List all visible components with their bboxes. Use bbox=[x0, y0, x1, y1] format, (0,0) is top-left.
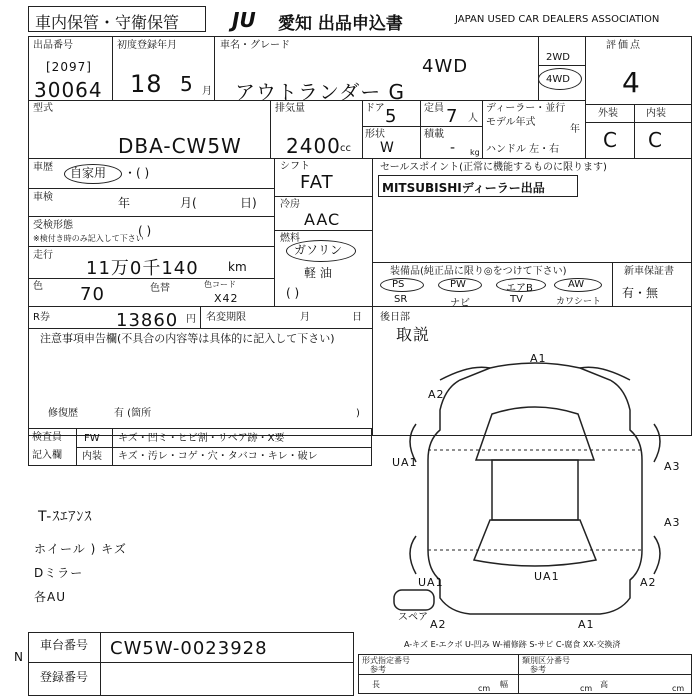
inspector-label-2: 記入欄 bbox=[32, 450, 62, 461]
damage-legend: A-キズ E-エクボ U-凹み W-補修跡 S-サビ C-腐食 XX-交換済 bbox=[404, 640, 621, 649]
registration-year: 18 bbox=[130, 70, 163, 98]
later-label: 後日部 bbox=[380, 312, 410, 323]
displacement-label: 排気量 bbox=[275, 103, 305, 114]
type-value: DBA-CW5W bbox=[118, 134, 242, 158]
drive-option-4wd: 4WD bbox=[546, 74, 570, 85]
damage-mark-8: A2 bbox=[640, 576, 657, 589]
inspection-day-unit: 日) bbox=[240, 196, 257, 210]
history-other: ・( ) bbox=[124, 166, 150, 180]
history-label: 車歴 bbox=[33, 162, 53, 173]
form-cert-label: 形式指定番号 bbox=[362, 656, 410, 665]
drive-option-2wd: 2WD bbox=[546, 52, 570, 63]
equipment-label: 装備品(純正品に限り◎をつけて下さい) bbox=[390, 266, 567, 277]
handwritten-note-4: 各AU bbox=[34, 590, 66, 604]
damage-mark-1: A1 bbox=[530, 352, 547, 365]
handle-label: ハンドル 左・右 bbox=[486, 144, 560, 155]
damage-mark-10: A1 bbox=[578, 618, 595, 631]
capacity-unit: 人 bbox=[468, 113, 478, 124]
acceptance-note: ※検付き時のみ記入して下さい bbox=[33, 234, 144, 243]
history-value: 自家用 bbox=[70, 166, 107, 180]
damage-mark-3: UA1 bbox=[392, 456, 418, 469]
spare-label: スペア bbox=[398, 612, 428, 623]
damage-mark-9: A2 bbox=[430, 618, 447, 631]
capacity-value: 7 bbox=[446, 106, 459, 127]
load-unit: kg bbox=[470, 148, 480, 157]
color-code-value: X42 bbox=[214, 292, 239, 305]
color-change-label: 色替 bbox=[150, 283, 170, 294]
handwritten-note-2: ホイール ) キズ bbox=[34, 542, 127, 556]
registration-month-unit: 月 bbox=[202, 86, 212, 97]
mileage-label: 走行 bbox=[33, 250, 53, 261]
model-name-label: 車名・グレード bbox=[220, 40, 290, 51]
load-value: - bbox=[450, 140, 457, 156]
fuel-label: 燃料 bbox=[280, 233, 300, 244]
equip-pw: PW bbox=[450, 279, 466, 290]
name-change-day: 日 bbox=[352, 312, 362, 323]
shift-label: シフト bbox=[280, 161, 310, 172]
association-name: JAPAN USED CAR DEALERS ASSOCIATION bbox=[455, 14, 660, 25]
form-cert-ref: 参考 bbox=[370, 665, 386, 674]
sales-point-label: セールスポイント(正常に機能するものに限ります) bbox=[380, 162, 607, 173]
equip-ps: PS bbox=[392, 279, 405, 290]
color-code-label: 色コード bbox=[204, 280, 236, 289]
model-drive: 4WD bbox=[422, 56, 469, 77]
equipment-grid bbox=[378, 278, 610, 309]
handwritten-note-1: T-ｽｴｱﾝｽ bbox=[38, 509, 93, 525]
storage-label: 車内保管・守衛保管 bbox=[35, 13, 180, 32]
equip-airbag: エアB bbox=[506, 283, 533, 294]
inspector-row1: キズ・凹ミ・ヒビ割・リペア跡・X要 bbox=[118, 433, 285, 444]
displacement-unit: cc bbox=[340, 143, 351, 154]
grade-label: 評価点 bbox=[606, 40, 642, 51]
class-num-label: 類別区分番号 bbox=[522, 656, 570, 665]
recycle-value: 13860 bbox=[116, 310, 179, 331]
equip-sr: SR bbox=[394, 294, 408, 305]
color-value: 70 bbox=[80, 284, 105, 305]
sales-point-value: MITSUBISHIディーラー出品 bbox=[382, 181, 545, 195]
registration-month: 5 bbox=[180, 72, 194, 96]
color-label: 色 bbox=[33, 281, 43, 292]
class-num-ref: 参考 bbox=[530, 665, 546, 674]
dealer-label: ディーラー・並行 bbox=[486, 103, 566, 114]
later-value: 取説 bbox=[396, 325, 431, 344]
shift-value: FAT bbox=[300, 172, 334, 193]
storage-label-box bbox=[28, 6, 206, 32]
repair-label: 修復歴 bbox=[48, 408, 78, 419]
interior-grade: C bbox=[648, 128, 663, 152]
fuel-gasoline: ガソリン bbox=[294, 243, 343, 257]
grade-value: 4 bbox=[622, 66, 641, 99]
exterior-grade: C bbox=[603, 128, 618, 152]
warranty-value: 有・無 bbox=[622, 286, 659, 300]
inspector-row2: キズ・汚レ・コゲ・穴・タバコ・キレ・破レ bbox=[118, 451, 318, 462]
warranty-label: 新車保証書 bbox=[624, 266, 674, 277]
doors-value: 5 bbox=[385, 106, 398, 127]
aircon-value: AAC bbox=[304, 210, 341, 229]
fuel-diesel: 軽 油 bbox=[304, 266, 332, 280]
vehicle-damage-diagram bbox=[380, 350, 690, 640]
damage-mark-6: UA1 bbox=[534, 570, 560, 583]
inspector-row2-head: 内装 bbox=[82, 451, 102, 462]
ju-logo-text: JU bbox=[232, 8, 256, 32]
damage-mark-5: A3 bbox=[664, 516, 681, 529]
inspector-label-1: 検査員 bbox=[32, 432, 62, 443]
model-year-label: モデル年式 bbox=[486, 117, 536, 128]
size-width: 幅 bbox=[500, 680, 508, 689]
size-height: 高 bbox=[600, 680, 608, 689]
size-length-unit: cm bbox=[478, 684, 491, 693]
handwritten-note-3: Dミラー bbox=[34, 566, 84, 580]
shape-value: W bbox=[380, 140, 395, 156]
chassis-number: CW5W-0023928 bbox=[110, 638, 268, 659]
inspector-row1-head: FW bbox=[84, 433, 100, 444]
size-length: 長 bbox=[372, 680, 380, 689]
mileage-unit: km bbox=[228, 260, 247, 274]
ju-logo bbox=[232, 8, 278, 30]
reg-number-label: 登録番号 bbox=[40, 670, 89, 684]
equip-seat: カワシート bbox=[556, 297, 602, 307]
repair-value: 有 (箇所 bbox=[114, 408, 152, 419]
recycle-unit: 円 bbox=[186, 314, 196, 325]
lot-number: 30064 bbox=[34, 78, 103, 102]
type-label: 型式 bbox=[33, 103, 53, 114]
interior-label: 内装 bbox=[646, 108, 666, 119]
equip-navi: ナビ bbox=[450, 298, 470, 309]
side-letter: N bbox=[14, 650, 23, 664]
capacity-label: 定員 bbox=[424, 103, 444, 114]
sales-point-box bbox=[378, 175, 578, 197]
mileage-value: 11万0千140 bbox=[86, 258, 199, 279]
lot-number-label: 出品番号 bbox=[33, 40, 73, 51]
name-change-month: 月 bbox=[300, 312, 310, 323]
model-name: アウトランダー G bbox=[235, 80, 406, 104]
first-registration-label: 初度登録年月 bbox=[117, 40, 177, 51]
damage-mark-4: A3 bbox=[664, 460, 681, 473]
repair-close: ) bbox=[356, 408, 360, 419]
size-width-unit: cm bbox=[580, 684, 593, 693]
inspection-month-unit: 月( bbox=[180, 196, 197, 210]
damage-mark-7: UA1 bbox=[418, 576, 444, 589]
acceptance-label: 受検形態 bbox=[33, 220, 73, 231]
aircon-label: 冷房 bbox=[280, 199, 300, 210]
recycle-label: R券 bbox=[33, 312, 50, 323]
form-title: 愛知 出品申込書 bbox=[278, 14, 403, 34]
chassis-label: 車台番号 bbox=[40, 638, 89, 652]
exterior-label: 外装 bbox=[598, 108, 618, 119]
doors-label: ドア bbox=[365, 103, 385, 114]
size-height-unit: cm bbox=[672, 684, 685, 693]
acceptance-value: ( ) bbox=[138, 224, 152, 238]
damage-mark-2: A2 bbox=[428, 388, 445, 401]
name-change-label: 名変期限 bbox=[206, 312, 246, 323]
load-label: 積載 bbox=[424, 129, 444, 140]
inspection-label: 車検 bbox=[33, 192, 53, 203]
equip-aw: AW bbox=[568, 279, 585, 290]
displacement-value: 2400 bbox=[286, 134, 341, 158]
inspection-year-unit: 年 bbox=[118, 196, 131, 210]
model-year-unit: 年 bbox=[570, 124, 580, 135]
fuel-other: ( ) bbox=[286, 286, 300, 300]
lot-sub-number: [2097] bbox=[46, 60, 92, 74]
notes-label: 注意事項申告欄(不具合の内容等は具体的に記入して下さい) bbox=[40, 332, 335, 345]
shape-label: 形状 bbox=[365, 129, 385, 140]
equip-tv: TV bbox=[510, 294, 523, 305]
